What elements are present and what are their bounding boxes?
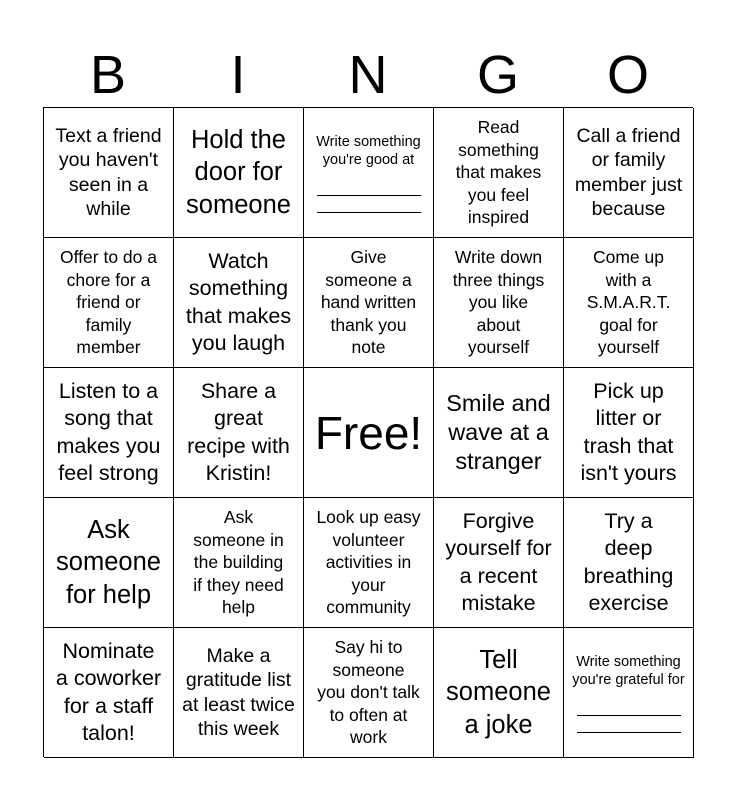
- header-letter-o: O: [606, 45, 649, 105]
- bingo-cell[interactable]: [174, 498, 304, 628]
- bingo-cell[interactable]: [434, 368, 564, 498]
- cell-text: Call a friend or family member just because: [574, 124, 683, 220]
- cell-text: Forgive yourself for a recent mistake: [445, 508, 552, 615]
- bingo-cell[interactable]: [564, 498, 694, 628]
- cell-text: Share a great recipe with Kristin!: [187, 378, 290, 485]
- cell-text: Write something you're good at: [316, 133, 421, 168]
- bingo-cell[interactable]: [44, 368, 174, 498]
- cell-text: Nominate a coworker for a staff talon!: [55, 638, 162, 745]
- cell-text: Ask someone for help: [56, 515, 161, 609]
- header-letter-b: B: [89, 45, 127, 105]
- bingo-cell[interactable]: [304, 238, 434, 368]
- write-in-line: [317, 195, 421, 196]
- bingo-cell[interactable]: [174, 628, 304, 758]
- cell-text: Come up with a S.M.A.R.T. goal for yourself: [586, 247, 671, 358]
- bingo-cell[interactable]: [44, 498, 174, 628]
- cell-text: Give someone a hand written thank you note: [320, 247, 417, 358]
- bingo-cell[interactable]: [564, 368, 694, 498]
- bingo-grid: [43, 107, 693, 757]
- cell-text: Tell someone a joke: [446, 645, 551, 739]
- bingo-cell[interactable]: [564, 628, 694, 758]
- cell-text: Ask someone in the building if they need help: [193, 507, 284, 618]
- cell-text: Offer to do a chore for a friend or family member: [60, 247, 157, 358]
- cell-text: Make a gratitude list at least twice this week: [182, 644, 295, 740]
- bingo-cell[interactable]: [44, 628, 174, 758]
- bingo-cell[interactable]: [434, 628, 564, 758]
- write-in-line: [577, 732, 681, 733]
- bingo-header: [43, 44, 693, 106]
- bingo-cell[interactable]: [174, 108, 304, 238]
- bingo-cell[interactable]: [174, 368, 304, 498]
- bingo-cell[interactable]: [304, 498, 434, 628]
- bingo-cell[interactable]: [304, 108, 434, 238]
- header-letter-g: G: [476, 45, 519, 105]
- cell-text: Say hi to someone you don't talk to often at work: [317, 637, 420, 748]
- cell-text: Smile and wave at a stranger: [446, 390, 551, 474]
- cell-text: Look up easy volunteer activities in your community: [316, 507, 421, 618]
- cell-text: Try a deep breathing exercise: [583, 508, 674, 615]
- header-letter-n: N: [348, 45, 388, 105]
- header-letter-i: I: [230, 45, 246, 105]
- write-in-line: [577, 715, 681, 716]
- bingo-cell[interactable]: [564, 238, 694, 368]
- bingo-cell[interactable]: [564, 108, 694, 238]
- bingo-cell[interactable]: [434, 108, 564, 238]
- cell-text: Read something that makes you feel inspired: [455, 117, 542, 228]
- cell-text: Write something you're grateful for: [572, 653, 685, 688]
- bingo-cell[interactable]: [174, 238, 304, 368]
- free-space[interactable]: [304, 368, 434, 498]
- cell-text: Pick up litter or trash that isn't yours: [580, 378, 677, 485]
- write-in-line: [317, 212, 421, 213]
- bingo-cell[interactable]: [434, 498, 564, 628]
- cell-text: Watch something that makes you laugh: [185, 248, 292, 355]
- bingo-cell[interactable]: [434, 238, 564, 368]
- free-space-label: Free!: [314, 406, 423, 459]
- bingo-cell[interactable]: [44, 108, 174, 238]
- cell-text: Hold the door for someone: [186, 125, 291, 219]
- bingo-cell[interactable]: [44, 238, 174, 368]
- cell-text: Write down three things you like about yourself: [452, 247, 545, 358]
- bingo-cell[interactable]: [304, 628, 434, 758]
- cell-text: Text a friend you haven't seen in a while: [55, 124, 162, 220]
- cell-text: Listen to a song that makes you feel strong: [56, 378, 161, 485]
